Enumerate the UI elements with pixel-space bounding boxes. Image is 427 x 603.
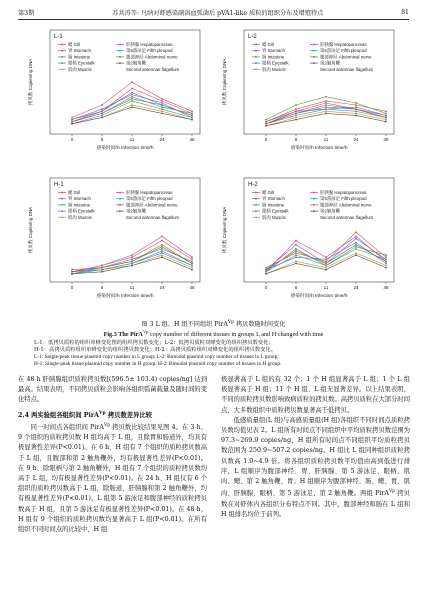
x-tick-label: 48 [383, 285, 389, 290]
data-point [71, 123, 73, 125]
legend-label: 眼柄 Eyestalk [262, 60, 289, 66]
data-point [191, 256, 193, 258]
data-point [385, 110, 387, 112]
x-tick-label: 6 [294, 285, 298, 290]
legend-label: 鳃 Gill [68, 42, 80, 47]
legend-marker [119, 192, 121, 194]
x-tick-label: 48 [189, 285, 195, 290]
data-point [265, 269, 267, 271]
legend-marker [255, 62, 257, 64]
legend-marker [313, 62, 315, 64]
data-point [161, 106, 163, 108]
data-point [161, 100, 163, 102]
legend-marker [255, 44, 257, 46]
data-point [265, 271, 267, 273]
legend-marker [255, 56, 257, 58]
legend-label: 鳃 Gill [262, 42, 274, 47]
data-point [355, 248, 357, 250]
legend-label: 肌肉 Muscle [262, 214, 286, 220]
data-point [385, 254, 387, 256]
legend-label: 胃 Stomach [68, 196, 91, 202]
legend-marker [61, 50, 63, 52]
legend-marker [61, 216, 63, 218]
data-point [385, 256, 387, 258]
data-point [355, 104, 357, 106]
data-point [191, 265, 193, 267]
legend-label: 眼柄 Eyestalk [68, 208, 95, 214]
paragraph: 同一时间点各组织间 PirA$^{Vp}$ 拷贝数比较结果见图 4。在 3 h、9 个组织的质粒拷贝数 H 组均高于 L 组，且除胃和肠道外，均具有极显著性差异(P<0.01)。在 6 h、H 组有 7 个组织的质粒拷贝数高于 L 组，且腹部和第 2 触角鞭外，均有极显著性差异(P<0.01)。在 9 h、除眼柄与第 2 触角鞭外，H 组有 7 个组织的质粒拷贝数均高于 L 组，均有极显著性差异(P<0.01)。在 24 h、H 组仅有 6 个组织的质粒拷贝数高于 L 组，除肠道、肝胰腺和第 2 触角鞭外，均有极显著性差异(P<0.01)，L 组第 5 游泳足和腹部神经的质粒拷贝数高于 H 组，且第 5 游泳足有极显著性差异(P<0.01)。在 48 h、H 组有 9 个组织的质粒拷贝数均显著高于 L 组(P<0.01)。在所有组织不同时间点的比较中，H 组 [18, 422, 208, 534]
data-point [161, 102, 163, 104]
data-point [161, 256, 163, 258]
data-point [131, 254, 133, 256]
data-point [325, 258, 327, 260]
data-point [131, 260, 133, 262]
data-point [191, 263, 193, 265]
data-point [295, 256, 297, 258]
legend-marker [119, 50, 121, 52]
panel-label: H-2 [248, 182, 258, 188]
data-point [385, 112, 387, 114]
x-axis-label: 感染时间/h Infection time/h [290, 146, 348, 151]
legend-marker [255, 198, 257, 200]
data-point [325, 102, 327, 104]
section-heading: 2.4 两实验组各组织间 PirA$^{Vp}$ 拷贝数差异比较 [18, 410, 152, 419]
data-point [101, 265, 103, 267]
data-point [295, 115, 297, 117]
panel-label: L-2 [248, 34, 257, 40]
data-point [295, 263, 297, 265]
y-axis-label: 拷贝数 Copies/ng DNA [222, 58, 227, 106]
data-point [355, 252, 357, 254]
y-axis-label: 拷贝数 Copies/ng DNA [222, 206, 227, 254]
data-point [325, 96, 327, 98]
data-point [101, 110, 103, 112]
legend-label: 腹部神经 Abdominal nerve [320, 54, 372, 60]
data-point [355, 106, 357, 108]
legend-marker [119, 204, 121, 206]
legend-label: 肌肉 Muscle [68, 214, 92, 220]
legend-marker [255, 192, 257, 194]
data-point [385, 260, 387, 262]
data-point [131, 88, 133, 90]
legend-label: Second antennae flagellum [126, 214, 180, 220]
y-axis-label: 拷贝数 Copies/ng DNA [28, 206, 33, 254]
legend-label: 第2触角鞭 [126, 60, 147, 66]
legend-label: 胃 Stomach [68, 48, 91, 54]
series-line [72, 241, 192, 272]
data-point [191, 260, 193, 262]
data-point [131, 263, 133, 265]
data-point [191, 258, 193, 260]
data-point [131, 258, 133, 260]
data-point [265, 273, 267, 275]
x-axis-label: 感染时间/h Infection time/h [96, 294, 154, 299]
data-point [295, 244, 297, 246]
legend-label: 肝胰腺 Hepatopancreas [126, 42, 173, 47]
legend-marker [61, 192, 63, 194]
x-tick-label: 0 [70, 137, 74, 142]
data-point [355, 236, 357, 238]
legend-label: Second antennae flagellum [320, 66, 374, 72]
data-point [191, 117, 193, 119]
data-point [295, 240, 297, 242]
right-column [221, 375, 410, 520]
x-tick-label: 0 [264, 137, 268, 142]
data-point [71, 119, 73, 121]
data-point [191, 267, 193, 269]
data-point [161, 98, 163, 100]
data-point [295, 112, 297, 114]
data-point [325, 267, 327, 269]
legend-marker [255, 210, 257, 212]
data-point [295, 260, 297, 262]
data-point [265, 125, 267, 127]
note-line: H-1：高拷贝质粒组织单峰变化的组织拷贝数变化；H-2：高拷贝质粒组织双峰变化的组织拷贝数变化。 [34, 347, 277, 354]
data-point [191, 112, 193, 114]
data-point [191, 115, 193, 117]
header-rule [18, 19, 409, 20]
data-point [385, 258, 387, 260]
legend-marker [61, 198, 63, 200]
x-tick-label: 24 [159, 285, 165, 290]
data-point [355, 110, 357, 112]
x-tick-label: 6 [100, 137, 104, 142]
data-point [265, 123, 267, 125]
data-point [325, 260, 327, 262]
legend-marker [313, 56, 315, 58]
legend-label: 肠 Intestine [262, 54, 285, 60]
chart-L-2 [218, 24, 404, 169]
data-point [265, 119, 267, 121]
legend-marker [313, 210, 315, 212]
data-point [325, 108, 327, 110]
x-tick-label: 24 [353, 285, 359, 290]
legend-marker [61, 62, 63, 64]
legend-label: Second antennae flagellum [320, 214, 374, 220]
data-point [71, 271, 73, 273]
legend-label: 第2触角鞭 [126, 208, 147, 214]
series-line [72, 82, 192, 117]
data-point [131, 265, 133, 267]
data-point [101, 271, 103, 273]
y-axis-label: 拷贝数 Copies/ng DNA [28, 58, 33, 106]
legend-label: 第5游泳足 Fifth pleopod [126, 48, 173, 54]
x-tick-label: 48 [383, 137, 389, 142]
legend-marker [119, 44, 121, 46]
x-axis-label: 感染时间/h Infection time/h [290, 294, 348, 299]
legend-marker [255, 216, 257, 218]
legend-label: 胃 Stomach [262, 196, 285, 202]
data-point [385, 115, 387, 117]
data-point [191, 110, 193, 112]
data-point [161, 250, 163, 252]
x-tick-label: 24 [159, 137, 165, 142]
data-point [131, 96, 133, 98]
legend-label: 第2触角鞭 [320, 60, 341, 66]
data-point [131, 92, 133, 94]
data-point [101, 117, 103, 119]
panel-label: H-1 [54, 182, 64, 188]
x-tick-label: 11 [323, 137, 329, 142]
data-point [325, 106, 327, 108]
data-point [161, 248, 163, 250]
legend-marker [313, 44, 315, 46]
data-point [161, 236, 163, 238]
legend-label: 肌肉 Muscle [68, 66, 92, 72]
data-point [191, 269, 193, 271]
data-point [161, 110, 163, 112]
legend-marker [61, 44, 63, 46]
x-tick-label: 11 [323, 285, 329, 290]
data-point [295, 104, 297, 106]
data-point [161, 112, 163, 114]
legend-marker [255, 68, 257, 70]
data-point [355, 242, 357, 244]
legend-label: 眼柄 Eyestalk [68, 60, 95, 66]
data-point [355, 112, 357, 114]
data-point [385, 121, 387, 123]
data-point [161, 252, 163, 254]
data-point [131, 98, 133, 100]
data-point [325, 256, 327, 258]
panel-label: L-1 [54, 34, 63, 40]
legend-label: 腹部神经 Abdominal nerve [126, 54, 178, 60]
legend-label: 第2触角鞭 [320, 208, 341, 214]
data-point [131, 106, 133, 108]
panel-H-1 [24, 172, 210, 317]
data-point [355, 238, 357, 240]
data-point [295, 110, 297, 112]
data-point [161, 246, 163, 248]
data-point [385, 265, 387, 267]
data-point [161, 240, 163, 242]
data-point [325, 104, 327, 106]
data-point [265, 267, 267, 269]
legend-label: 胃 Stomach [262, 48, 285, 54]
data-point [355, 102, 357, 104]
x-tick-label: 6 [100, 285, 104, 290]
chart-L-1 [24, 24, 210, 169]
x-axis-label: 感染时间/h Infection time/h [96, 146, 154, 151]
legend-marker [313, 204, 315, 206]
data-point [161, 254, 163, 256]
chart-H-1 [24, 172, 210, 317]
data-point [101, 112, 103, 114]
data-point [295, 254, 297, 256]
legend-label: Second antennae flagellum [126, 66, 180, 72]
data-point [71, 273, 73, 275]
legend-marker [313, 192, 315, 194]
legend-marker [255, 204, 257, 206]
legend-marker [61, 56, 63, 58]
data-point [101, 267, 103, 269]
left-column [18, 375, 207, 535]
x-tick-label: 11 [129, 285, 135, 290]
paragraph: 低感质量组(L 组)与高感质量组(H 组)各组织不同时间点质粒拷贝数均值见表 2。L 组所有时间点不同组织中平均质粒拷贝数范围为 97.3~269.9 copies/ng，H 组所有时间点不同组织平均质粒拷贝数范围为 250.9~507.2 copies/ng。H 组比 L 组同种组织质粒拷贝数高 1.9~4.9 倍。将各组织质粒拷贝数平均值由高到低进行排序，L 组顺序为腹部神经、胃、肝胰腺、第 5 游泳足、眼柄、肌肉、鳃、第 2 触角鞭、胃；H 组顺序为腹部神经、肠、鳃、胃、肌肉、肝胰腺、眼柄、第 5 游泳足、第 2 触角鞭。两组 PirA$^{Vp}$ 拷贝数在对虾体内各组织分布特点不同。其中，腹部神经和肠在 L 组和 H 组排名均位于前列。 [221, 416, 410, 518]
data-point [295, 252, 297, 254]
legend-label: 第5游泳足 Fifth pleopod [320, 48, 367, 54]
data-point [131, 94, 133, 96]
legend-marker [61, 204, 63, 206]
data-point [161, 244, 163, 246]
legend-label: 肌肉 Muscle [262, 66, 286, 72]
legend-marker [61, 68, 63, 70]
data-point [131, 104, 133, 106]
data-point [355, 244, 357, 246]
data-point [325, 100, 327, 102]
data-point [101, 115, 103, 117]
data-point [131, 100, 133, 102]
x-tick-label: 48 [189, 137, 195, 142]
panel-L-1 [24, 24, 210, 169]
legend-marker [313, 198, 315, 200]
chart-H-2 [218, 172, 404, 317]
data-point [325, 263, 327, 265]
legend-marker [119, 56, 121, 58]
legend-marker [119, 198, 121, 200]
data-point [325, 112, 327, 114]
legend-label: 第5游泳足 Fifth pleopod [126, 196, 173, 202]
legend-label: 腹部神经 Abdominal nerve [320, 202, 372, 208]
data-point [355, 115, 357, 117]
paragraph: 极显著高于 L 组的有 32 个；1 个 H 组显著高于 L 组；1 个 L 组极显著高于 H 组；11 个 H 组、L 组无显著差异。以上结果表明，不同的质粒拷贝数影响致病质粒的拷贝数。高拷贝质粒在大部分时间点、大多数组织中质粒拷贝数显著高于低拷贝。 [221, 376, 410, 414]
running-header [18, 6, 409, 18]
data-point [71, 269, 73, 271]
note-line: L-1：低拷贝质粒的组织单峰变化图的组织拷贝数变化；L-2：低拷贝质粒双峰变化的组织拷贝数变化； [34, 340, 274, 346]
data-point [385, 119, 387, 121]
legend-marker [61, 210, 63, 212]
data-point [355, 246, 357, 248]
figure-caption-en: Fig.3 The PirA$^{Vp}$ copy number of different tissues in groups L and H changed with time [103, 329, 324, 339]
data-point [325, 110, 327, 112]
data-point [295, 250, 297, 252]
legend-label: 肝胰腺 Hepatopancreas [320, 190, 367, 195]
legend-marker [119, 62, 121, 64]
legend-label: 肝胰腺 Hepatopancreas [126, 190, 173, 195]
data-point [295, 248, 297, 250]
x-tick-label: 6 [294, 137, 298, 142]
data-point [131, 81, 133, 83]
x-tick-label: 11 [129, 137, 135, 142]
panel-L-2 [218, 24, 404, 169]
legend-marker [119, 210, 121, 212]
data-point [101, 104, 103, 106]
data-point [161, 108, 163, 110]
data-point [295, 119, 297, 121]
data-point [101, 269, 103, 271]
issue-label: 第3期 [18, 9, 35, 17]
data-point [295, 117, 297, 119]
legend-label: 鳃 Gill [262, 190, 274, 195]
page-number: 81 [401, 8, 409, 16]
legend-label: 肝胰腺 Hepatopancreas [320, 42, 367, 47]
legend-label: 肠 Intestine [68, 202, 91, 208]
data-point [265, 121, 267, 123]
note-line: L-1: Single-peak tissue plasmid copy number in L group; L-2: Bimodal plasmid copy number of tissues in L group; [34, 354, 279, 361]
data-point [131, 256, 133, 258]
data-point [325, 269, 327, 271]
x-tick-label: 24 [353, 137, 359, 142]
data-point [71, 121, 73, 123]
legend-marker [255, 50, 257, 52]
data-point [71, 117, 73, 119]
data-point [325, 265, 327, 267]
x-tick-label: 0 [70, 285, 74, 290]
data-point [101, 108, 103, 110]
data-point [295, 108, 297, 110]
legend-label: 眼柄 Eyestalk [262, 208, 289, 214]
data-point [161, 104, 163, 106]
note-line: H-1: Single-peak tissue plasmid copy number in H group; H-2: Bimodal plasmid copy number of tissues in H group. [34, 361, 282, 368]
legend-marker [313, 50, 315, 52]
running-title: 苏共涛等: 凡纳对虾感染副溶血弧菌后 pVA1-like 质粒的组织分布及增殖特点 [112, 9, 324, 17]
data-point [385, 267, 387, 269]
x-tick-label: 0 [264, 285, 268, 290]
figure-caption-cn: 图 3 L 组、H 组不同组织 PirA$^{Vp}$ 拷贝数随时间变化 [141, 319, 286, 328]
data-point [191, 119, 193, 121]
legend-label: 肠 Intestine [262, 202, 285, 208]
data-point [355, 231, 357, 233]
data-point [355, 254, 357, 256]
legend-label: 腹部神经 Abdominal nerve [126, 202, 178, 208]
data-point [385, 117, 387, 119]
legend-label: 鳃 Gill [68, 190, 80, 195]
paragraph: 在 48 h 肝胰腺组织质粒拷贝数[(596.5± 103.4) copies/ng] 达到最高。结果表明，不同拷贝质粒会影响各组织弧菌载量及随时间的变化特点。 [18, 376, 207, 404]
panel-H-2 [218, 172, 404, 317]
legend-label: 第5游泳足 Fifth pleopod [320, 196, 367, 202]
data-point [385, 263, 387, 265]
data-point [355, 108, 357, 110]
figure-notes [34, 340, 393, 368]
legend-label: 肠 Intestine [68, 54, 91, 60]
